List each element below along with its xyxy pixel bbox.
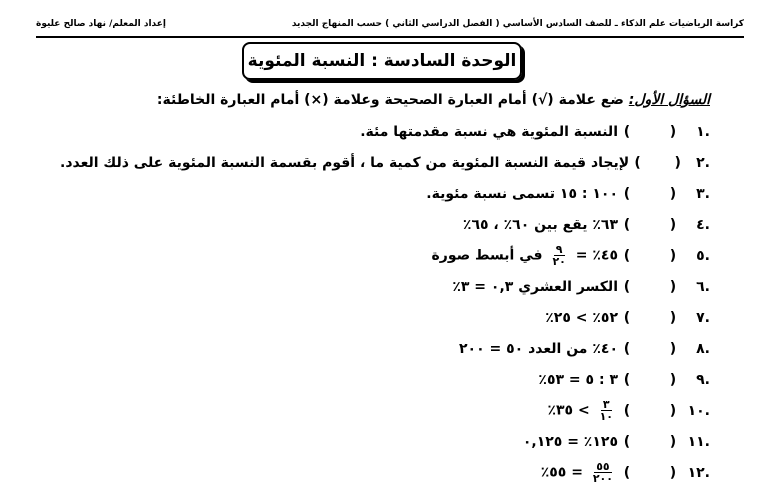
item-number: .١٠ (687, 402, 710, 419)
answer-paren-close: ) (623, 278, 631, 295)
answer-paren-open: ( (669, 123, 677, 140)
answer-paren-open: ( (669, 371, 677, 388)
item-statement: النسبة المئوية هي نسبة مقدمتها مئة. (360, 123, 618, 140)
item-number: .٦ (696, 278, 710, 295)
question-heading (60, 92, 710, 108)
answer-paren-open: ( (669, 433, 677, 450)
item-number: .٨ (696, 340, 710, 357)
item-statement: لإيجاد قيمة النسبة المئوية من كمية ما ، أقوم بقسمة النسبة المئوية على ذلك العدد. (60, 154, 630, 171)
answer-paren-open: ( (669, 464, 677, 481)
list-item (60, 457, 710, 488)
answer-paren-close: ) (623, 371, 631, 388)
answer-paren-close: ) (634, 154, 641, 171)
answer-paren-open: ( (669, 247, 677, 264)
item-number: .٣ (696, 185, 710, 202)
statement-before: ٤٥٪ = (575, 247, 618, 264)
page-header (36, 12, 744, 38)
item-statement: ٤٠٪ من العدد ٥٠ = ٢٠٠ (459, 340, 618, 357)
list-item (60, 364, 710, 395)
list-item (60, 395, 710, 426)
item-statement (547, 399, 622, 422)
item-number: .١٢ (687, 464, 710, 481)
answer-paren-open: ( (669, 340, 677, 357)
fraction-denominator: ٢٠ (552, 255, 566, 268)
answer-paren-close: ) (623, 247, 631, 264)
list-item (60, 302, 710, 333)
item-statement: الكسر العشري ٠,٣ = ٣٪ (452, 278, 618, 295)
answer-paren-open: ( (669, 185, 677, 202)
fraction-denominator: ١٠ (599, 410, 613, 423)
answer-paren-close: ) (623, 216, 631, 233)
statement-after: > ٣٥٪ (547, 402, 590, 419)
fraction (550, 244, 567, 267)
fraction (598, 399, 615, 422)
fraction-numerator: ٥٥ (596, 460, 610, 473)
fraction-denominator: ٢٠٠ (592, 472, 613, 485)
answer-paren-open: ( (674, 154, 681, 171)
item-number: .١ (696, 123, 710, 140)
answer-paren-close: ) (623, 123, 631, 140)
question-label: السؤال الأول: (628, 92, 710, 108)
list-item (60, 333, 710, 364)
answer-paren-close: ) (623, 433, 631, 450)
workbook-title: كراسة الرياضيات علم الذكاء ـ للصف السادس الأساسي ( الفصل الدراسي الثاني ) حسب المنهاج الجديد (291, 19, 744, 29)
item-number: .٢ (696, 154, 710, 171)
fraction-numerator: ٩ (555, 243, 563, 256)
answer-paren-close: ) (623, 340, 631, 357)
item-statement: ٥٢٪ > ٢٥٪ (545, 309, 618, 326)
item-statement: ١٠٠ : ١٥ تسمى نسبة مئوية. (426, 185, 618, 202)
answer-paren-open: ( (669, 309, 677, 326)
teacher-credit: إعداد المعلم/ نهاد صالح عليوة (36, 19, 166, 29)
unit-title: الوحدة السادسة : النسبة المئوية (247, 51, 517, 71)
item-number: .٧ (696, 309, 710, 326)
answer-paren-close: ) (623, 464, 631, 481)
answer-paren-close: ) (623, 309, 631, 326)
question-items (60, 116, 710, 488)
fraction-numerator: ٣ (602, 398, 610, 411)
item-statement (541, 461, 622, 484)
item-statement: ٣ : ٥ = ٥٣٪ (538, 371, 618, 388)
item-statement: ٦٣٪ يقع بين ٦٠٪ ، ٦٥٪ (462, 216, 618, 233)
answer-paren-open: ( (669, 216, 677, 233)
item-number: .٥ (696, 247, 710, 264)
item-statement: ١٢٥٪ = ٠,١٢٥ (522, 433, 618, 450)
list-item (60, 271, 710, 302)
item-number: .٤ (696, 216, 710, 233)
unit-title-box (242, 42, 522, 80)
answer-paren-close: ) (623, 402, 631, 419)
fraction (591, 461, 615, 484)
answer-paren-open: ( (669, 278, 677, 295)
answer-paren-open: ( (669, 402, 677, 419)
item-number: .١١ (687, 433, 710, 450)
item-statement (432, 244, 622, 267)
question-instructions: ضع علامة (√) أمام العبارة الصحيحة وعلامة (×) أمام العبارة الخاطئة: (156, 92, 629, 108)
list-item (60, 147, 710, 178)
statement-after: في أبسط صورة (431, 247, 543, 264)
list-item (60, 426, 710, 457)
answer-paren-close: ) (623, 185, 631, 202)
list-item (60, 178, 710, 209)
statement-after: = ٥٥٪ (540, 464, 583, 481)
list-item (60, 209, 710, 240)
list-item (60, 116, 710, 147)
list-item (60, 240, 710, 271)
item-number: .٩ (696, 371, 710, 388)
